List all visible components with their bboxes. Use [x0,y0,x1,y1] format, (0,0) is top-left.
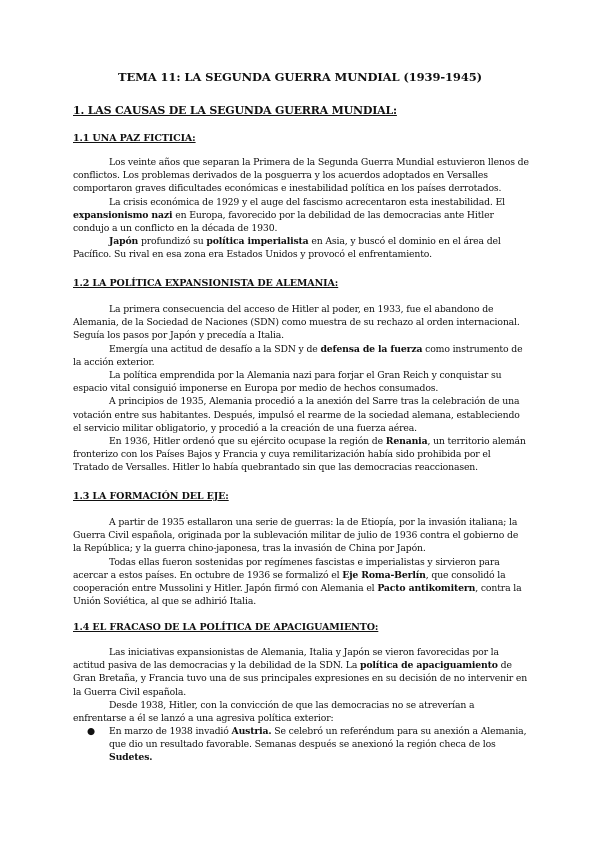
paragraph: En 1936, Hitler ordenó que su ejército ocupase la región de Renania, un territorio alemán fronterizo con los Países Bajos y Francia y cuya remilitarización había sido prohibida por el Tratado de Versalles. Hitler lo había quebrantado sin que las democracias reaccionasen. [73,436,526,474]
paragraph: Emergía una actitud de desafío a la SDN y de defensa de la fuerza como instrumento de la acción exterior. [73,343,523,368]
paragraph: Desde 1938, Hitler, con la convicción de que las democracias no se atreverían a enfrentarse a él se lanzó a una agresiva política exterior: [73,699,475,725]
subsection-heading-1-1: 1.1 UNA PAZ FICTICIA: [73,133,196,144]
paragraph: Los veinte años que separan la Primera de la Segunda Guerra Mundial estuvieron llenos de conflictos. Los problemas derivados de la posguerra y los acuerdos adoptados en Versalles comportaron graves dificultades económicas e inestabilidad política en los países derrotados. [73,157,529,195]
bold-term: Eje Roma-Berlín [342,569,426,581]
paragraph: Las iniciativas expansionistas de Alemania, Italia y Japón se vieron favorecidas por la actitud pasiva de las democracias y la debilidad de la SDN. La política de apaciguamiento de Gran Bretaña, y Francia tuvo una de sus principales expresiones en su decisión de no intervenir en la Guerra Civil española. [73,647,528,698]
subsection-heading-1-3: 1.3 LA FORMACIÓN DEL EJE: [73,491,229,502]
bold-term: defensa de la fuerza [320,343,423,355]
subsection-body-1-1 [73,156,529,262]
paragraph: Japón profundizó su política imperialista en Asia, y buscó el dominio en el área del Pacífico. Su rival en esa zona era Estados Unidos y provocó el enfrentamiento. [73,236,501,261]
bullet-icon: ● [87,726,95,737]
subsection-body-1-3 [73,516,529,608]
bold-term: Pacto antikomitern [377,583,476,595]
document-title: TEMA 11: LA SEGUNDA GUERRA MUNDIAL (1939-1945) [118,70,482,84]
paragraph: A partir de 1935 estallaron una serie de guerras: la de Etiopía, por la invasión italiana; la Guerra Civil española, originada por la sublevación militar de julio de 1936 contra el gobierno de la República; y la guerra chino-japonesa, tras la invasión de China por Japón. [73,517,519,555]
bold-term: Japón [109,236,139,248]
subsection-heading-1-4: 1.4 EL FRACASO DE LA POLÍTICA DE APACIGUAMIENTO: [73,622,379,633]
bold-term: política imperialista [206,236,309,248]
list-item: ● En marzo de 1938 invadió Austria. Se celebró un referéndum para su anexión a Alemania, que dio un resultado favorable. Semanas después se anexionó la región checa de los Sudetes. [87,726,527,764]
subsection-body-1-2 [73,303,529,475]
bold-term: expansionismo nazi [73,209,173,221]
paragraph: A principios de 1935, Alemania procedió a la anexión del Sarre tras la celebración de una votación entre sus habitantes. Después, impulsó el rearme de la sociedad alemana, estableciendo el servicio militar obligatorio, y procedió a la creación de una fuerza aérea. [73,396,520,434]
bullet-list [73,725,529,765]
paragraph: La crisis económica de 1929 y el auge del fascismo acrecentaron esta inestabilidad. El expansionismo nazi en Europa, favorecido por la debilidad de las democracias ante Hitler condujo a un conflicto en la década de 1930. [73,196,505,235]
paragraph: La política emprendida por la Alemania nazi para forjar el Gran Reich y conquistar su espacio vital consiguió imponerse en Europa por medio de hechos consumados. [73,370,502,395]
bold-term: Renania [385,436,428,448]
paragraph: Todas ellas fueron sostenidas por regímenes fascistas e imperialistas y sirvieron para acercar a estos países. En octubre de 1936 se formalizó el Eje Roma-Berlín, que consolidó la cooperación entre Mussolini y Hitler. Japón firmó con Alemania el Pacto antikomitern, contra la Unión Soviética, al que se adhirió Italia. [73,556,522,608]
subsection-body-1-4 [73,646,529,725]
bold-term: política de apaciguamiento [360,660,498,672]
paragraph: La primera consecuencia del acceso de Hitler al poder, en 1933, fue el abandono de Alemania, de la Sociedad de Naciones (SDN) como muestra de su rechazo al orden internacional. Seguía los pasos por Japón y precedía a Italia. [73,304,520,342]
bold-term: Sudetes. [109,752,153,764]
bold-term: Austria. [231,726,272,737]
subsection-heading-1-2: 1.2 LA POLÍTICA EXPANSIONISTA DE ALEMANIA: [73,278,339,289]
section-heading-causes: 1. LAS CAUSAS DE LA SEGUNDA GUERRA MUNDIAL: [73,104,397,117]
